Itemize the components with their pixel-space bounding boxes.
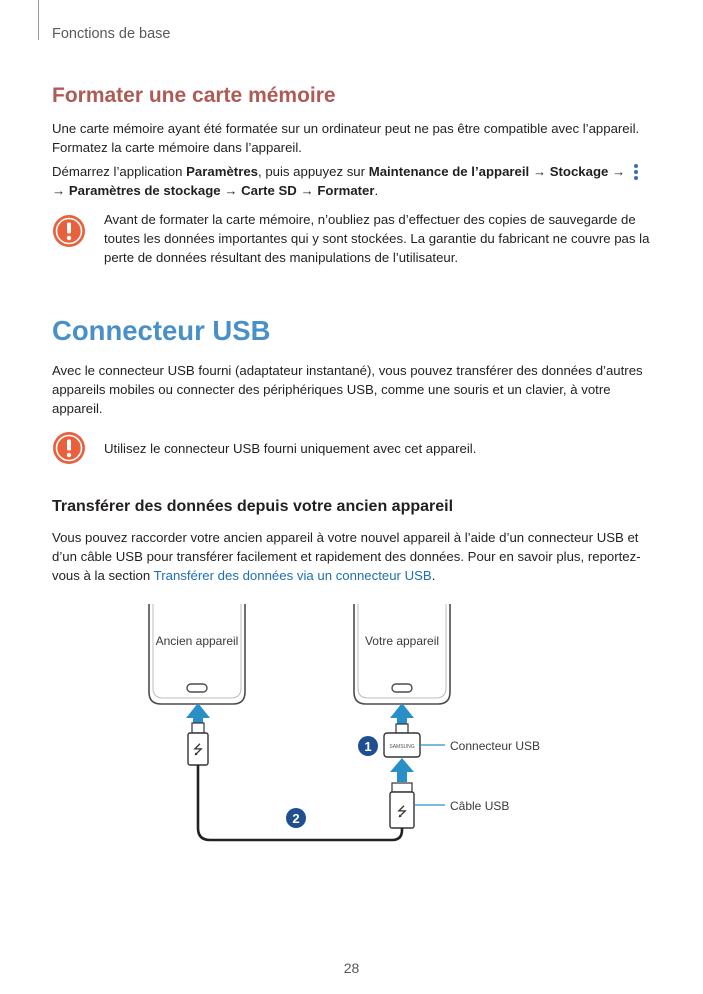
step-badge-2 (286, 808, 306, 828)
usb-intro: Avec le connecteur USB fourni (adaptateur instantané), vous pouvez transférer des données d’autres appareils mobiles ou connecter des périphériques USB, comme une souris et un clavier, à votre appareil. (52, 363, 643, 416)
usb-connector (384, 724, 420, 757)
section-title-format-sd: Formater une carte mémoire (52, 84, 336, 107)
steps-arrow: → (529, 164, 550, 179)
margin-rule (38, 0, 39, 40)
step-badge-1 (358, 736, 378, 756)
transfer-body (52, 528, 652, 585)
steps-item-storage-settings: Paramètres de stockage (68, 183, 221, 198)
steps-app-name: Paramètres (186, 164, 258, 179)
old-device-label: Ancien appareil (155, 634, 239, 648)
new-device-label: Votre appareil (364, 634, 440, 648)
usb-plug-left (188, 723, 208, 765)
steps-item-maintenance: Maintenance de l’appareil (368, 164, 530, 179)
arrow-up-icon (390, 758, 414, 782)
connector-label: Connecteur USB (450, 739, 541, 753)
steps-arrow: → (608, 164, 629, 179)
old-device-phone (149, 604, 245, 704)
transfer-body-end: . (431, 568, 436, 583)
steps-arrow: → (220, 183, 242, 198)
steps-item-format: Formater (317, 183, 375, 198)
format-steps (52, 162, 652, 200)
steps-arrow: → (296, 183, 318, 198)
warning-icon (52, 431, 86, 465)
connector-brand: SAMSUNG (389, 744, 415, 750)
transfer-body-text: Vous pouvez raccorder votre ancien appareil à votre nouvel appareil à l’aide d’un connecteur USB et d’un câble USB pour transférer facilement et rapidement des données. Pour en savoir plus, reportez-vous à la section (52, 530, 641, 583)
steps-lead: Démarrez l’application (52, 164, 187, 179)
page-number: 28 (343, 960, 360, 976)
steps-item-stockage: Stockage (549, 164, 609, 179)
chapter-header: Fonctions de base (52, 26, 171, 42)
step-number: 1 (364, 739, 372, 754)
cable-label: Câble USB (450, 799, 510, 813)
new-device-phone (354, 604, 450, 704)
steps-arrow: → (52, 183, 69, 198)
format-intro: Une carte mémoire ayant été formatée sur un ordinateur peut ne pas être compatible avec l’appareil. Formatez la carte mémoire dans l’appareil. (52, 121, 640, 155)
steps-end: . (374, 183, 379, 198)
steps-item-sd-card: Carte SD (241, 183, 297, 198)
usb-symbol-icon: ⭍ (192, 743, 204, 758)
transfer-link[interactable]: Transférer des données via un connecteur USB (153, 568, 432, 583)
usb-connection-figure (0, 600, 703, 860)
usb-warning-text: Utilisez le connecteur USB fourni uniquement avec cet appareil. (104, 441, 477, 456)
usb-cable (198, 765, 402, 840)
steps-mid: , puis appuyez sur (258, 164, 369, 179)
warning-icon (52, 214, 86, 248)
usb-symbol-icon: ⭍ (396, 805, 408, 820)
more-options-icon (632, 163, 640, 179)
section-title-usb-connector: Connecteur USB (52, 315, 271, 346)
usb-plug-right (390, 783, 414, 828)
subsection-title-transfer: Transférer des données depuis votre ancien appareil (52, 498, 454, 515)
step-number: 2 (292, 811, 300, 826)
format-warning-text: Avant de formater la carte mémoire, n’oubliez pas d’effectuer des copies de sauvegarde de toutes les données importantes qui y sont stockées. La garantie du fabricant ne couvre pas la perte de données résultant des manipulations de l’utilisateur. (104, 212, 650, 265)
